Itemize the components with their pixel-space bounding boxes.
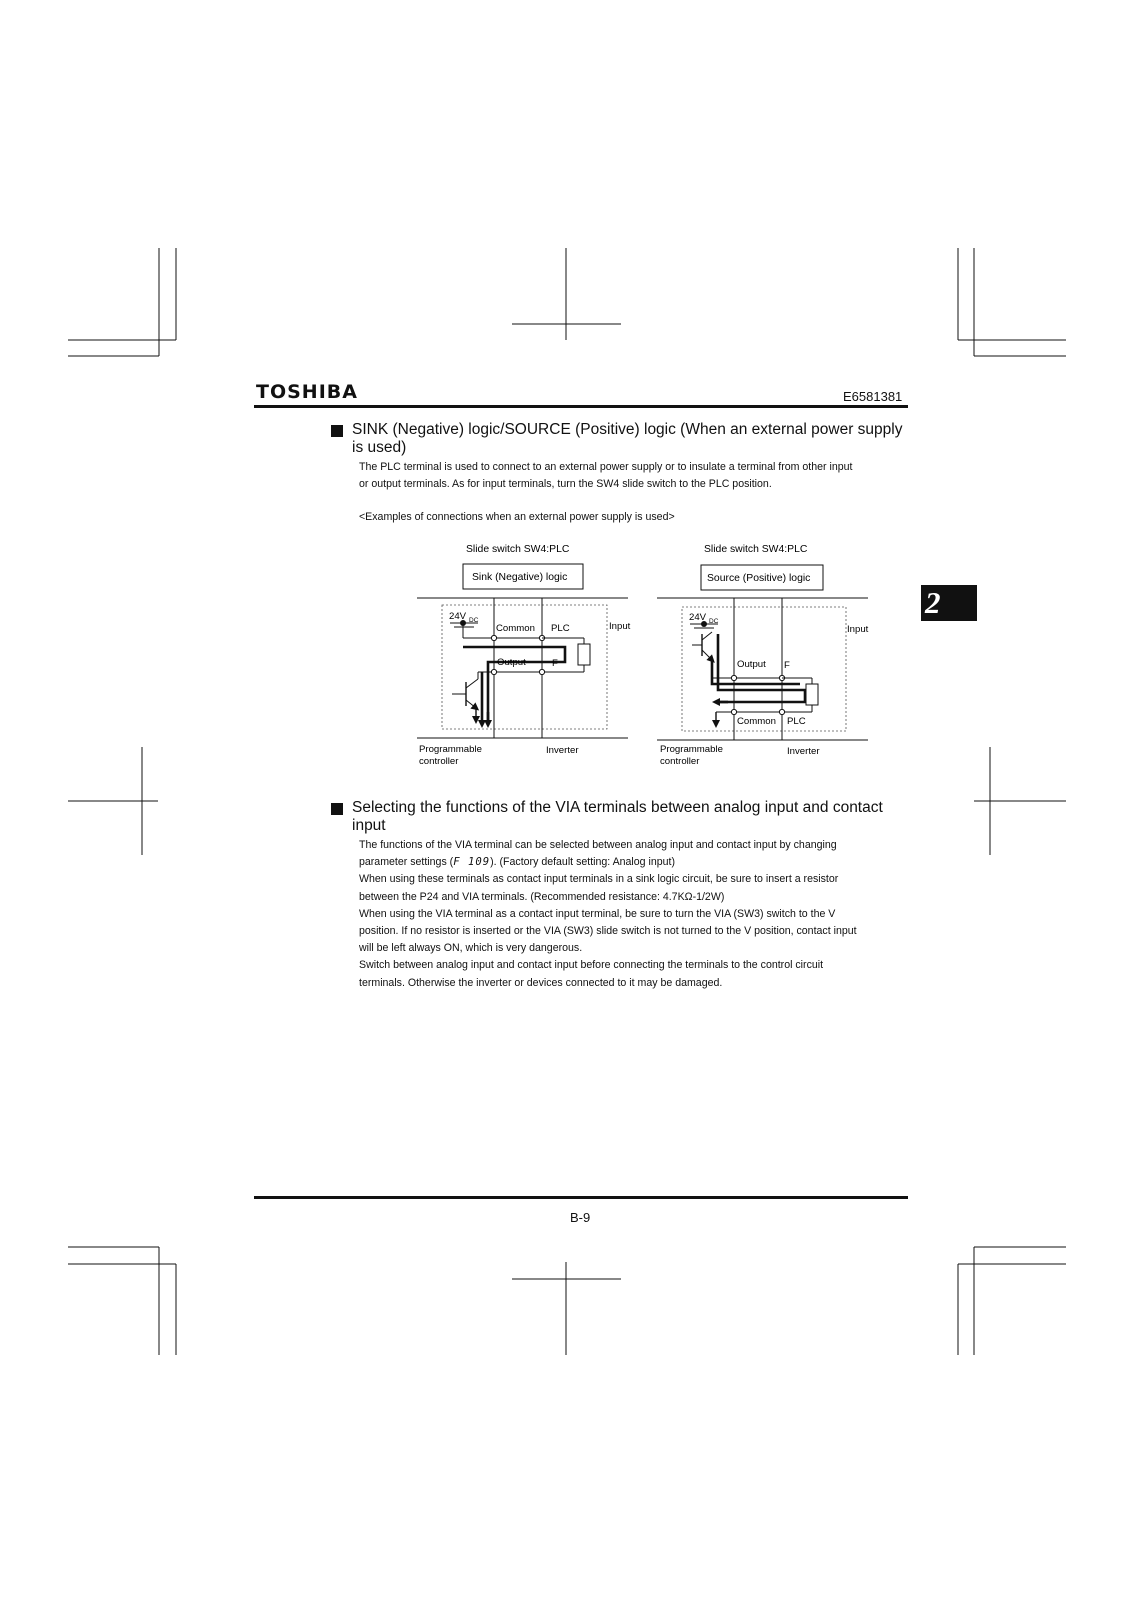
sink-inverter-label: Inverter	[546, 745, 579, 756]
source-controller-line1: Programmable	[660, 744, 723, 755]
section2-body-line: position. If no resistor is inserted or the VIA (SW3) slide switch is not turned to the V position, contact input	[359, 925, 857, 938]
source-switch-label: Slide switch SW4:PLC	[704, 544, 808, 555]
sink-logic-diagram	[417, 544, 631, 767]
sink-logic-label: Sink (Negative) logic	[472, 572, 568, 583]
sink-supply-label: 24V	[449, 611, 467, 622]
section2-body-line: When using the VIA terminal as a contact input terminal, be sure to turn the VIA (SW3) switch to the V	[359, 907, 836, 920]
section2-body-line: Switch between analog input and contact input before connecting the terminals to the control circuit	[359, 959, 824, 972]
sink-output-label: Output	[497, 657, 526, 668]
section2-body	[359, 837, 909, 992]
param-text-before: parameter settings (	[359, 856, 454, 869]
source-f-label: F	[784, 660, 790, 671]
sink-controller-line2: controller	[419, 756, 459, 767]
section2-body-line: will be left always ON, which is very dangerous.	[359, 942, 583, 955]
source-common-label: Common	[737, 716, 776, 727]
footer-rule	[254, 1196, 908, 1199]
sink-controller-line1: Programmable	[419, 744, 482, 755]
source-controller-line2: controller	[660, 756, 700, 767]
section2-heading	[352, 799, 883, 835]
section2-heading-line2: input	[352, 817, 386, 834]
sink-supply-sub: DC	[469, 617, 479, 624]
examples-caption: <Examples of connections when an external power supply is used>	[359, 511, 675, 523]
source-input-label: Input	[847, 624, 869, 635]
section2-body-line: When using these terminals as contact input terminals in a sink logic circuit, be sure to insert a resistor	[359, 873, 839, 886]
section2-heading-line1: Selecting the functions of the VIA terminals between analog input and contact	[352, 799, 883, 816]
section-bullet-icon	[331, 803, 343, 815]
source-logic-diagram	[657, 544, 869, 767]
sink-common-label: Common	[496, 623, 535, 634]
section2-body-line: The functions of the VIA terminal can be selected between analog input and contact input by changing	[359, 839, 837, 851]
section1-heading-line1: SINK (Negative) logic/SOURCE (Positive) logic (When an external power supply	[352, 421, 903, 438]
source-inverter-label: Inverter	[787, 746, 820, 757]
page-number: B-9	[570, 1210, 591, 1225]
section1-body-line: The PLC terminal is used to connect to an external power supply or to insulate a terminal from other input	[359, 461, 853, 473]
sink-plc-label: PLC	[551, 623, 570, 634]
brand-logo: TOSHIBA	[256, 381, 358, 403]
section2-body-line: terminals. Otherwise the inverter or devices connected to it may be damaged.	[359, 976, 723, 989]
source-output-label: Output	[737, 659, 766, 670]
source-plc-label: PLC	[787, 716, 806, 727]
source-logic-label: Source (Positive) logic	[707, 573, 811, 584]
sink-input-label: Input	[609, 621, 631, 632]
section1-body-line: or output terminals. As for input terminals, turn the SW4 slide switch to the PLC position.	[359, 478, 772, 491]
section2-body-line	[359, 854, 909, 871]
section1-heading-line2: is used)	[352, 439, 407, 456]
source-supply-label: 24V	[689, 612, 707, 623]
chapter-number: 2	[925, 585, 941, 620]
document-number: E6581381	[843, 389, 903, 404]
section2-body-line: between the P24 and VIA terminals. (Recommended resistance: 4.7KΩ-1/2W)	[359, 890, 725, 903]
sink-switch-label: Slide switch SW4:PLC	[466, 544, 570, 555]
sink-f-label: F	[552, 658, 558, 669]
source-supply-sub: DC	[709, 618, 719, 625]
param-text-after: ). (Factory default setting: Analog input)	[490, 856, 676, 869]
parameter-code: F 109	[453, 856, 491, 869]
